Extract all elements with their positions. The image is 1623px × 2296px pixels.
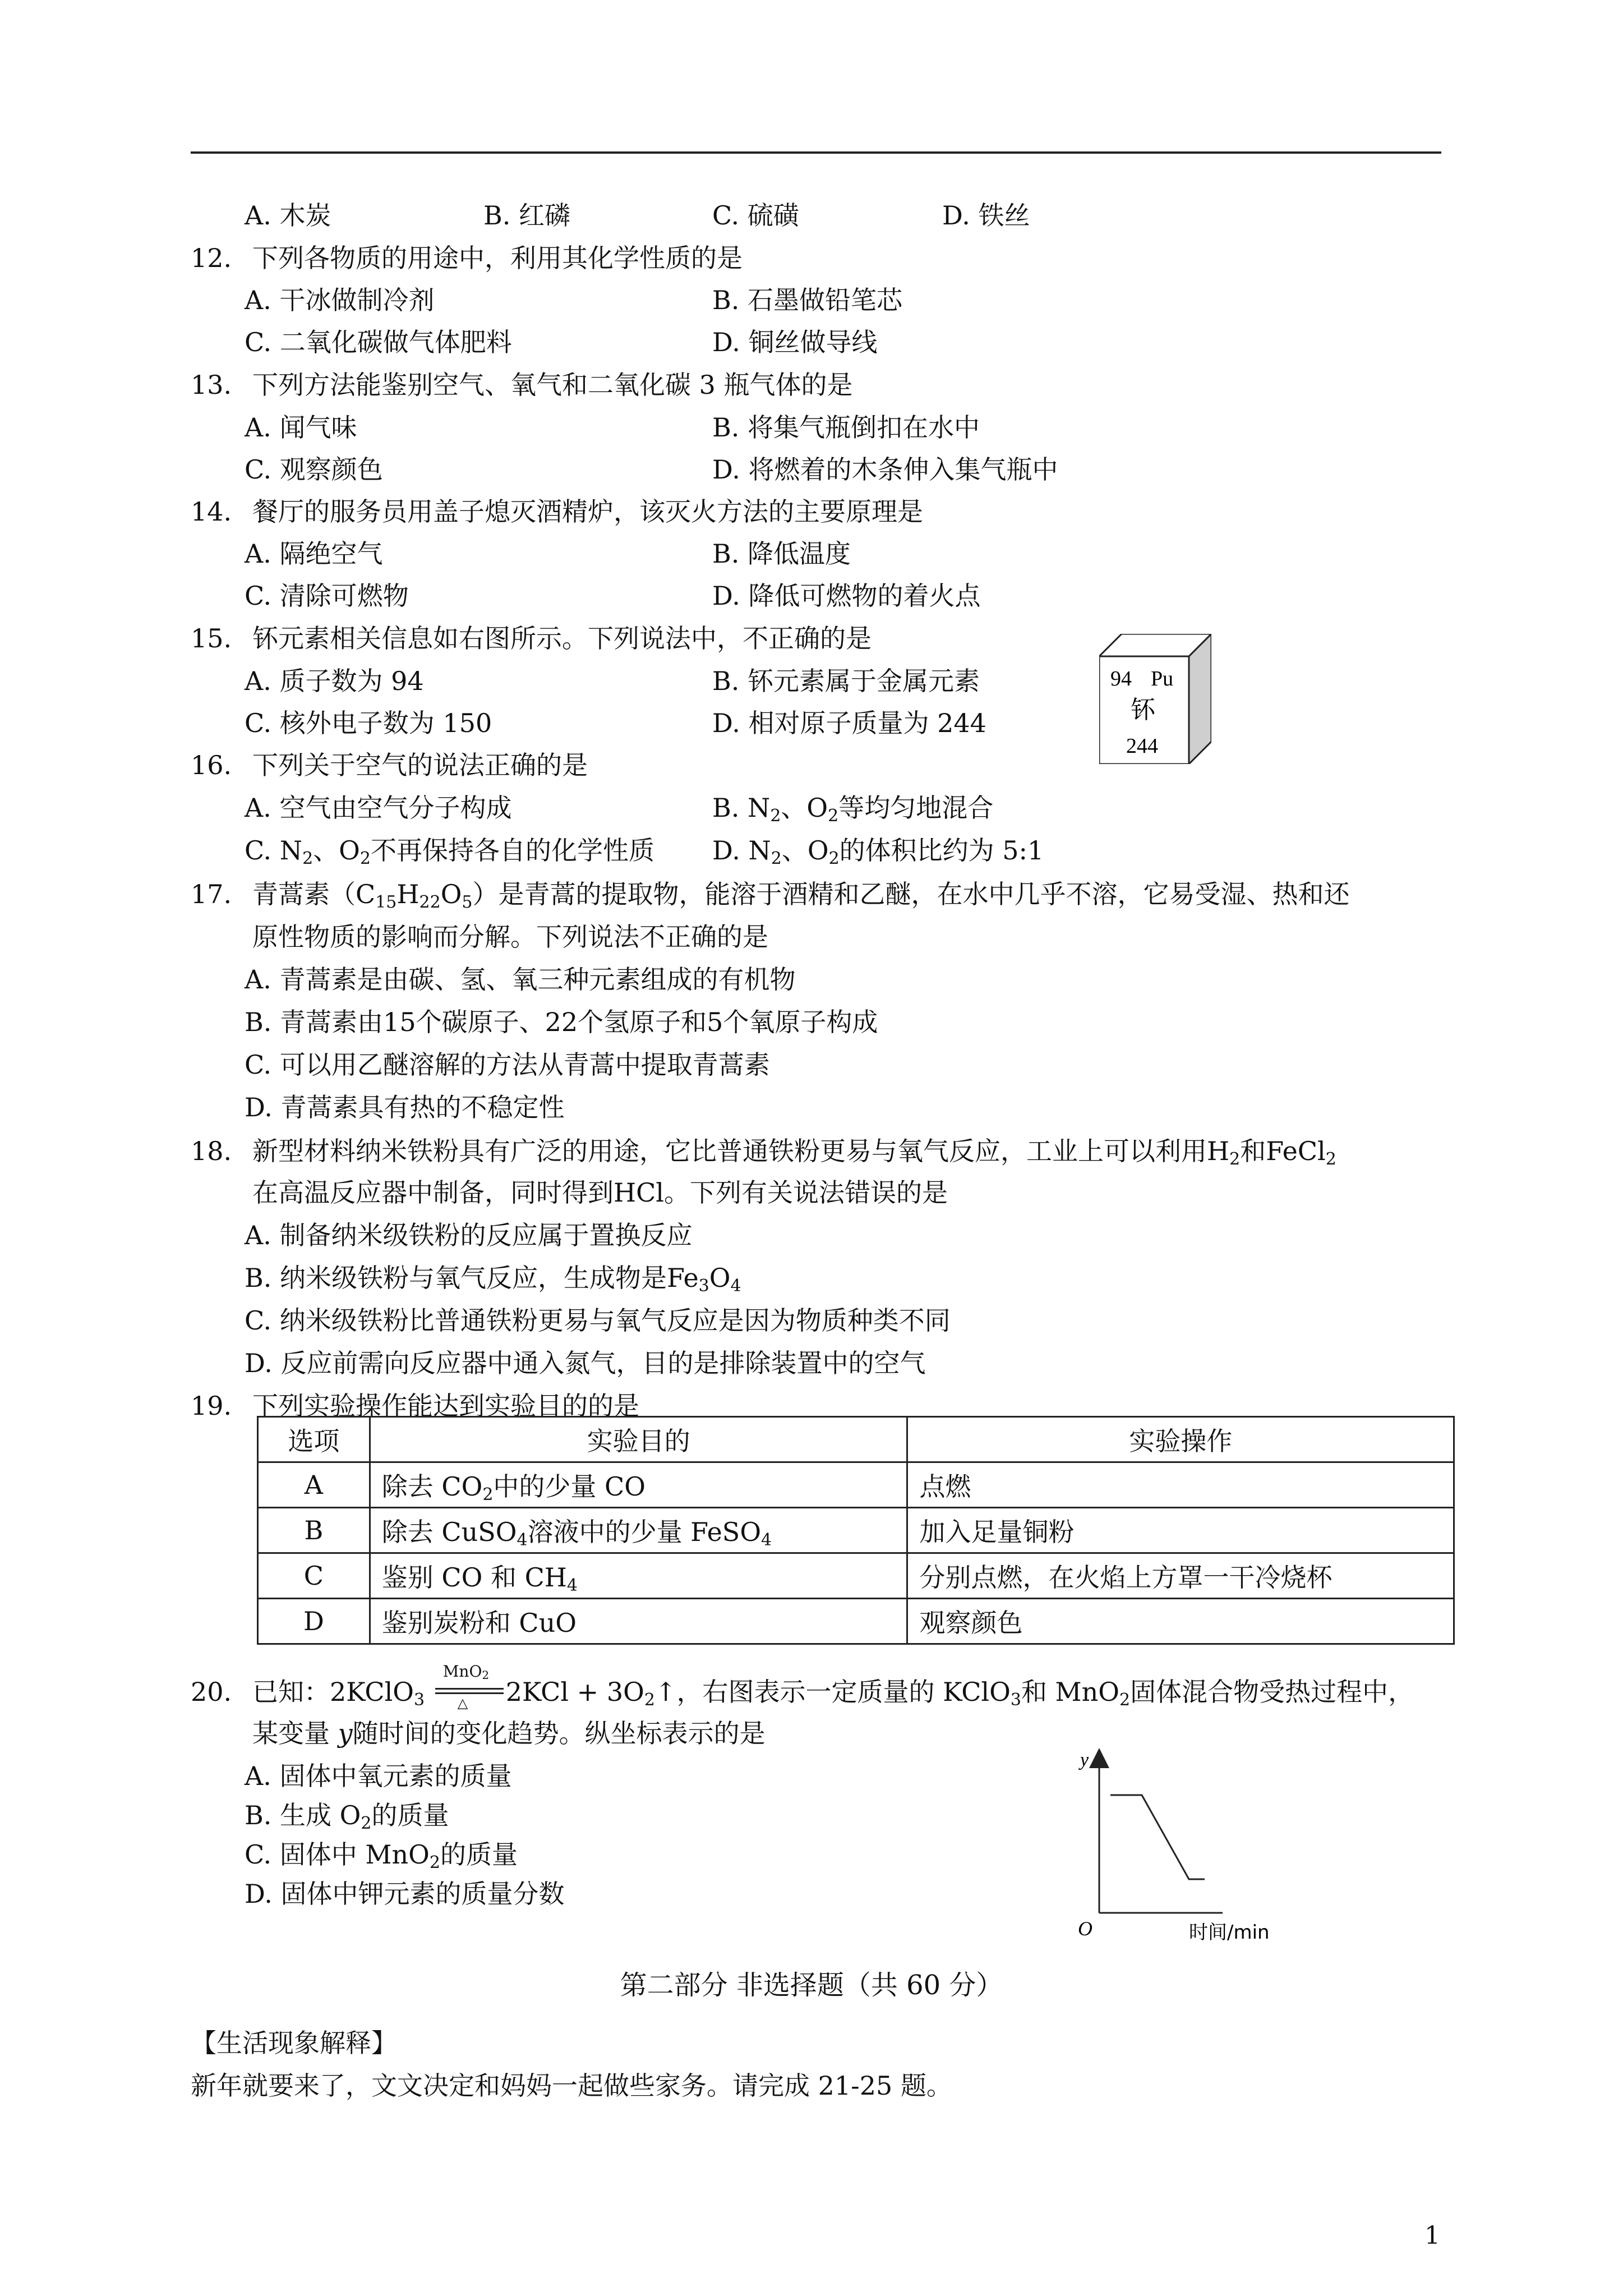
page-number: 1: [1424, 2221, 1440, 2250]
table-cell-operation: 点燃: [907, 1462, 1454, 1508]
q15-option-c: C. 核外电子数为 150: [245, 708, 492, 738]
q12-stem: 下列各物质的用途中，利用其化学性质的是: [252, 243, 743, 273]
q14-option-d: D. 降低可燃物的着火点: [712, 581, 981, 611]
q14-option-c: C. 清除可燃物: [245, 581, 409, 611]
q19-number: 19.: [191, 1391, 232, 1421]
q11-option-d: D. 铁丝: [942, 200, 1030, 231]
element-mass: 244: [1126, 734, 1158, 758]
q17-option-b: B. 青蒿素由15个碳原子、22个氢原子和5个氧原子构成: [245, 1007, 878, 1037]
q20-number: 20.: [191, 1677, 232, 1707]
q18-option-d: D. 反应前需向反应器中通入氮气，目的是排除装置中的空气: [245, 1348, 926, 1378]
q12-option-c: C. 二氧化碳做气体肥料: [245, 327, 512, 357]
q17-number: 17.: [191, 879, 232, 909]
table-cell-option: B: [258, 1508, 370, 1553]
table-row: [258, 1508, 1454, 1553]
element-symbol: Pu: [1151, 667, 1174, 691]
q13-option-d: D. 将燃着的木条伸入集气瓶中: [712, 454, 1058, 485]
q11-option-c: C. 硫磺: [712, 200, 799, 231]
series-line: [1110, 1795, 1205, 1879]
table-row: [258, 1462, 1454, 1508]
q12-option-a: A. 干冰做制冷剂: [245, 285, 435, 315]
part2-title: 第二部分 非选择题（共 60 分）: [620, 1970, 1003, 2001]
q14-stem: 餐厅的服务员用盖子熄灭酒精炉，该灭火方法的主要原理是: [252, 496, 923, 527]
q15-option-d: D. 相对原子质量为 244: [712, 708, 986, 738]
q20-stem: 已知：2KClO$_3$ MnO$_2$ △ $2KCl + 3O_2↑$，右图表示一定质量的 KClO$_3$和 MnO$_2$固体混合物受热过程中，: [252, 1662, 1414, 1711]
q18-stem: 新型材料纳米铁粉具有广泛的用途，它比普通铁粉更易与氧气反应，工业上可以利用$H_2$和FeCl$_2$: [252, 1136, 1336, 1169]
table-row: [258, 1599, 1454, 1644]
q13-number: 13.: [191, 370, 232, 400]
q12-option-b: B. 石墨做铅笔芯: [712, 285, 903, 315]
table-row: [258, 1553, 1454, 1599]
element-name: 钚: [1131, 696, 1155, 724]
table-cell-goal: 除去 CuSO$_4$溶液中的少量 FeSO$_4$: [370, 1508, 907, 1553]
q17-stem: 青蒿素$(C_{15}H_{22}O_5)$是青蒿的提取物，能溶于酒精和乙醚，在水中几乎不溶，它易受湿、热和还: [252, 879, 1350, 912]
q16-stem: 下列关于空气的说法正确的是: [252, 750, 588, 780]
part2-intro: 新年就要来了，文文决定和妈妈一起做些家务。请完成 21-25 题。: [191, 2070, 952, 2101]
q11-option-b: B. 红磷: [483, 200, 571, 231]
q19-table: [257, 1416, 1455, 1645]
q12-number: 12.: [191, 243, 232, 273]
q15-option-a: A. 质子数为 94: [245, 666, 424, 696]
q16-number: 16.: [191, 750, 232, 780]
q18-option-a: A. 制备纳米级铁粉的反应属于置换反应: [245, 1220, 693, 1250]
q13-option-c: C. 观察颜色: [245, 454, 383, 485]
reaction-condition: MnO$_2$ △: [433, 1680, 506, 1708]
header-rule: [191, 151, 1441, 154]
q15-number: 15.: [191, 623, 232, 654]
q13-option-a: A. 闻气味: [245, 412, 357, 443]
table-header-goal: 实验目的: [370, 1417, 907, 1462]
q16-option-b: B. $N_2$、$O_2$等均匀地混合: [712, 793, 994, 826]
table-header-operation: 实验操作: [907, 1417, 1454, 1462]
q14-number: 14.: [191, 496, 232, 527]
q20-option-b: B. 生成 $O_2$的质量: [245, 1800, 449, 1833]
q19-stem: 下列实验操作能达到实验目的的是: [252, 1391, 639, 1421]
q16-option-c: C. $N_2$、$O_2$不再保持各自的化学性质: [245, 835, 654, 868]
q15-stem: 钚元素相关信息如右图所示。下列说法中，不正确的是: [252, 623, 872, 654]
q17-option-c: C. 可以用乙醚溶解的方法从青蒿中提取青蒿素: [245, 1050, 770, 1080]
part2-heading: 【生活现象解释】: [191, 2028, 397, 2058]
q15-option-b: B. 钚元素属于金属元素: [712, 666, 980, 696]
q17-option-d: D. 青蒿素具有热的不稳定性: [245, 1092, 565, 1122]
origin-label: O: [1078, 1917, 1092, 1940]
q11-option-a: A. 木炭: [245, 200, 331, 231]
table-cell-goal: 鉴别炭粉和 CuO: [370, 1599, 907, 1644]
q16-option-d: D. $N_2$、$O_2$的体积比约为 5:1: [712, 835, 1044, 868]
q18-option-b: B. 纳米级铁粉与氧气反应，生成物是$Fe_3O_4$: [245, 1263, 741, 1296]
table-cell-goal: 鉴别 CO 和 $CH_4$: [370, 1553, 907, 1599]
q20-option-a: A. 固体中氧元素的质量: [245, 1761, 512, 1791]
q20-graph: [1066, 1745, 1301, 1947]
y-axis-label: y: [1080, 1750, 1089, 1770]
q17-stem-line2: 原性物质的影响而分解。下列说法不正确的是: [252, 922, 768, 952]
element-number: 94: [1110, 667, 1132, 691]
q14-option-b: B. 降低温度: [712, 539, 851, 569]
q18-stem-line2: 在高温反应器中制备，同时得到HCl。下列有关说法错误的是: [252, 1177, 948, 1208]
q13-stem: 下列方法能鉴别空气、氧气和二氧化碳 3 瓶气体的是: [252, 370, 853, 400]
plutonium-element-card: [1099, 634, 1211, 764]
table-cell-option: A: [258, 1462, 370, 1508]
table-header-row: [258, 1417, 1454, 1462]
table-cell-operation: 观察颜色: [907, 1599, 1454, 1644]
table-cell-operation: 分别点燃，在火焰上方罩一干冷烧杯: [907, 1553, 1454, 1599]
q20-option-c: C. 固体中 MnO$_2$的质量: [245, 1839, 518, 1872]
table-cell-option: D: [258, 1599, 370, 1644]
table-cell-operation: 加入足量铜粉: [907, 1508, 1454, 1553]
table-header-option: 选项: [258, 1417, 370, 1462]
table-cell-goal: 除去 $CO_2$中的少量 CO: [370, 1462, 907, 1508]
q18-option-c: C. 纳米级铁粉比普通铁粉更易与氧气反应是因为物质种类不同: [245, 1305, 951, 1336]
table-cell-option: C: [258, 1553, 370, 1599]
x-axis-label: 时间/min: [1189, 1921, 1270, 1944]
q20-stem-line2: 某变量 y随时间的变化趋势。纵坐标表示的是: [252, 1718, 766, 1749]
q18-number: 18.: [191, 1136, 232, 1166]
q16-option-a: A. 空气由空气分子构成: [245, 793, 512, 823]
q20-option-d: D. 固体中钾元素的质量分数: [245, 1879, 565, 1909]
q13-option-b: B. 将集气瓶倒扣在水中: [712, 412, 980, 443]
q12-option-d: D. 铜丝做导线: [712, 327, 878, 357]
q17-option-a: A. 青蒿素是由碳、氢、氧三种元素组成的有机物: [245, 964, 796, 995]
q14-option-a: A. 隔绝空气: [245, 539, 383, 569]
